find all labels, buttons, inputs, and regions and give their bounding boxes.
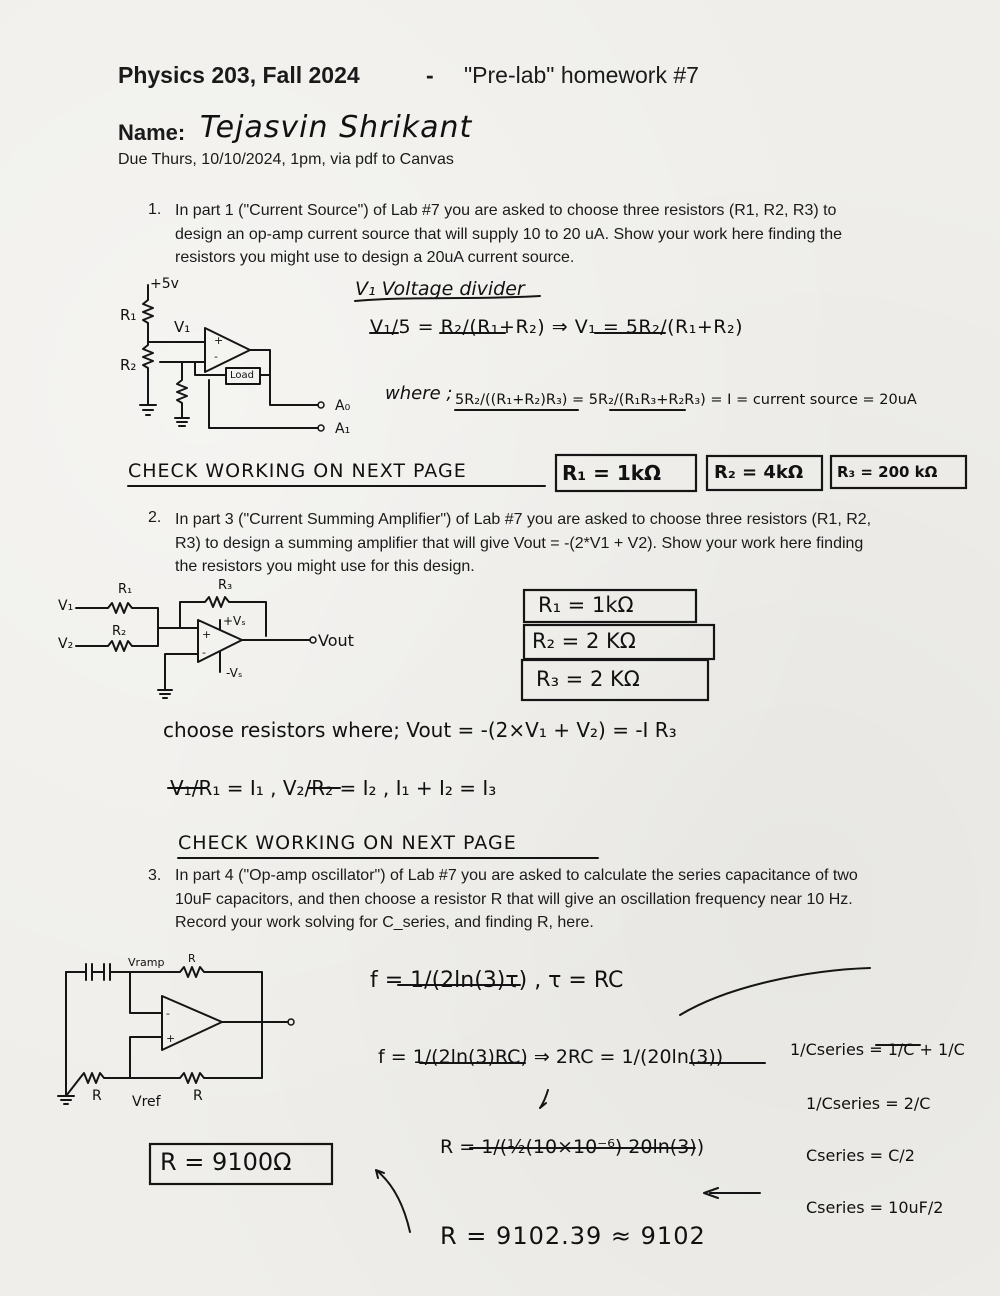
q3-cseries-step-2: 1/Cseries = 2/C bbox=[806, 1094, 931, 1113]
q1-answer-r3: R₃ = 200 kΩ bbox=[837, 463, 938, 481]
question-2-number: 2. bbox=[148, 509, 162, 526]
q3-frequency-equation: f = 1/(2ln(3)τ) , τ = RC bbox=[370, 968, 624, 993]
q3-r-top-label: R bbox=[188, 952, 196, 965]
q1-supply-label: +5v bbox=[150, 276, 179, 292]
q1-a0-label: A₀ bbox=[335, 398, 351, 414]
q2-circuit-diagram bbox=[76, 597, 316, 698]
question-1-text: In part 1 ("Current Source") of Lab #7 you are asked to choose three resistors (R1, R2, R3) to design an op-amp current source that will supply 10 to 20 uA. Show your work here finding the resistors you might use to design a 20uA current source. bbox=[175, 202, 843, 266]
q1-heading: V₁ Voltage divider bbox=[355, 278, 525, 300]
q1-a1-label: A₁ bbox=[335, 421, 351, 437]
q2-v1-label: V₁ bbox=[58, 598, 74, 614]
question-3-number: 3. bbox=[148, 867, 162, 884]
q2-answer-r3: R₃ = 2 KΩ bbox=[536, 667, 640, 691]
title-separator: - bbox=[426, 62, 434, 88]
q3-r-right-label: R bbox=[193, 1088, 203, 1104]
q1-r1-label: R₁ bbox=[120, 306, 137, 324]
q1-plus-sign: + bbox=[214, 334, 224, 347]
q1-where: where ; bbox=[385, 383, 453, 404]
q1-minus-sign: - bbox=[214, 350, 218, 363]
due-date: Due Thurs, 10/10/2024, 1pm, via pdf to Canvas bbox=[118, 151, 454, 168]
name-label: Name: bbox=[118, 120, 186, 145]
svg-text:-: - bbox=[166, 1007, 170, 1020]
q2-r1-label: R₁ bbox=[118, 582, 133, 597]
q3-circuit-diagram bbox=[58, 964, 294, 1104]
q3-r-left-label: R bbox=[92, 1088, 102, 1104]
q3-answer-r: R = 9100Ω bbox=[160, 1148, 292, 1176]
svg-text:+: + bbox=[166, 1032, 176, 1045]
q2-r2-label: R₂ bbox=[112, 624, 127, 639]
question-2-text: In part 3 ("Current Summing Amplifier") of Lab #7 you are asked to choose three resistors (R1, R2, R3) to design a summing amplifier that will give Vout = -(2*V1 + V2). Show your work here finding the resistors you might use for this design. bbox=[175, 511, 872, 575]
q2-equation-2: V₁/R₁ = I₁ , V₂/R₂ = I₂ , I₁ + I₂ = I₃ bbox=[170, 776, 497, 800]
q1-v1-label: V₁ bbox=[174, 318, 191, 336]
svg-text:-: - bbox=[202, 646, 206, 659]
q1-equation-1: V₁/5 = R₂/(R₁+R₂) ⇒ V₁ = 5R₂/(R₁+R₂) bbox=[370, 316, 744, 338]
q3-r-equation: R = 1/(½(10×10⁻⁶) 20ln(3)) bbox=[440, 1136, 705, 1158]
q2-vs-positive: +Vₛ bbox=[223, 614, 246, 628]
q3-cseries-step-4: Cseries = 10uF/2 bbox=[806, 1198, 944, 1217]
q2-answer-r2: R₂ = 2 KΩ bbox=[532, 629, 636, 653]
q3-cseries-step-1: 1/Cseries = 1/C + 1/C bbox=[790, 1040, 965, 1059]
handwritten-name: Tejasvin Shrikant bbox=[200, 110, 473, 145]
q1-answer-r1: R₁ = 1kΩ bbox=[562, 461, 662, 485]
q2-answer-r1: R₁ = 1kΩ bbox=[538, 593, 634, 617]
q2-v2-label: V₂ bbox=[58, 636, 74, 652]
page-title: Physics 203, Fall 2024 bbox=[118, 62, 360, 88]
question-3-text: In part 4 ("Op-amp oscillator") of Lab #7 you are asked to calculate the series capacitance of two 10uF capacitors, and then choose a resistor R that will give an oscillation frequency near 10 Hz. Record your work solving for C_series, and finding R, here. bbox=[175, 867, 858, 931]
svg-text:+: + bbox=[202, 628, 212, 641]
q3-vref-label: Vref bbox=[132, 1094, 161, 1110]
q2-vs-negative: -Vₛ bbox=[226, 666, 243, 680]
question-1-number: 1. bbox=[148, 201, 162, 218]
q3-r-result: R = 9102.39 ≈ 9102 bbox=[440, 1222, 706, 1250]
q2-equation-1: choose resistors where; Vout = -(2×V₁ + V₂) = -I R₃ bbox=[163, 718, 677, 742]
q2-vout-label: Vout bbox=[318, 631, 354, 650]
q3-vramp-label: Vramp bbox=[128, 956, 165, 969]
page-subtitle: "Pre-lab" homework #7 bbox=[464, 62, 699, 88]
q1-circuit-diagram bbox=[140, 285, 324, 431]
q1-check-note: CHECK WORKING ON NEXT PAGE bbox=[128, 460, 467, 482]
q2-check-note: CHECK WORKING ON NEXT PAGE bbox=[178, 832, 517, 854]
q2-r3-label: R₃ bbox=[218, 578, 233, 593]
q3-frequency-equation-2: f = 1/(2ln(3)RC) ⇒ 2RC = 1/(20ln(3)) bbox=[378, 1046, 724, 1068]
q1-equation-2: 5R₂/((R₁+R₂)R₃) = 5R₂/(R₁R₃+R₂R₃) = I = current source = 20uA bbox=[455, 392, 917, 408]
q3-cseries-step-3: Cseries = C/2 bbox=[806, 1146, 915, 1165]
q1-answer-r2: R₂ = 4kΩ bbox=[714, 462, 804, 483]
q1-load-label: Load bbox=[230, 370, 254, 381]
q1-r2-label: R₂ bbox=[120, 356, 137, 374]
